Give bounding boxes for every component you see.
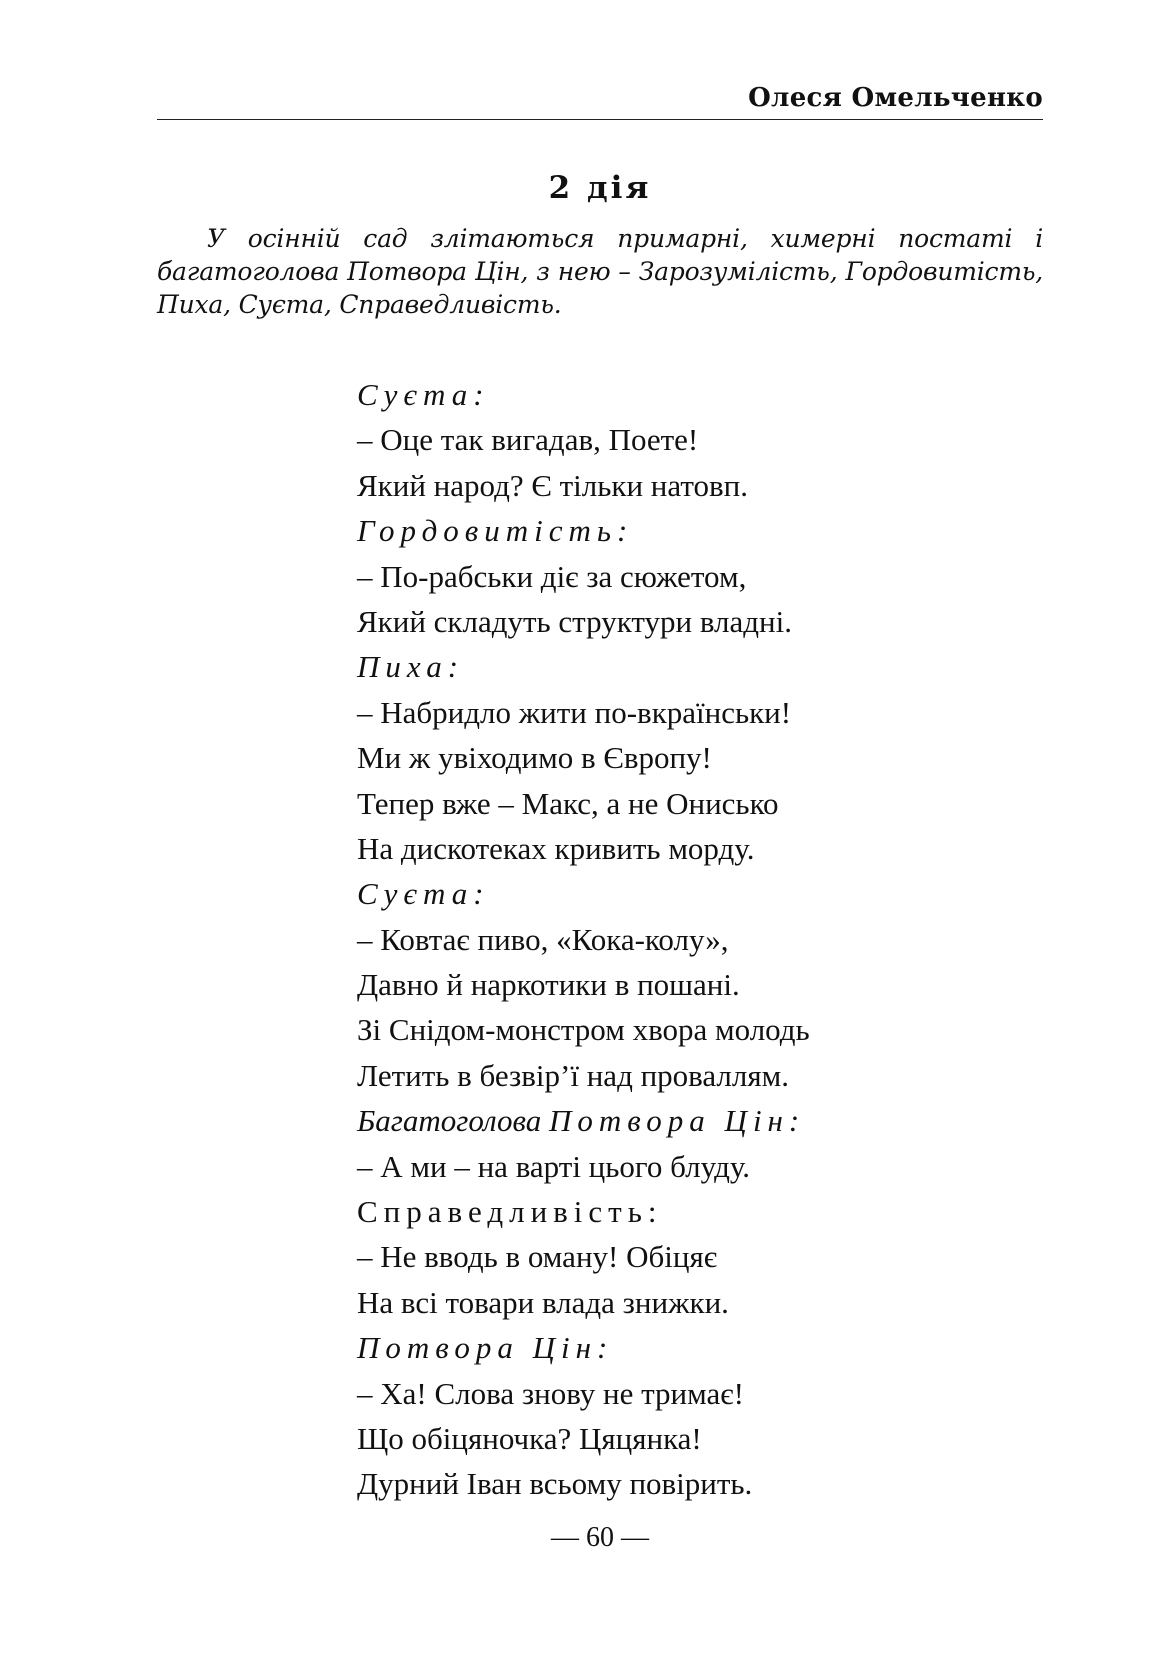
verse-line: Тепер вже – Макс, а не Онисько <box>357 785 779 821</box>
verse-line: Давно й наркотики в пошані. <box>357 967 740 1003</box>
verse-line: Дурний Іван всьому повірить. <box>357 1466 753 1502</box>
verse-line: – А ми – на варті цього блуду. <box>357 1148 751 1184</box>
verse-line: Який складуть структури владні. <box>357 603 793 639</box>
speaker-label: Суєта: <box>357 377 490 412</box>
speaker-label: Гордовитість: <box>357 513 634 549</box>
act-title: 2 дія <box>548 170 652 206</box>
verse-line: Зі Снідом-монстром хвора молодь <box>357 1012 810 1048</box>
speaker-label: Справедливість: <box>357 1194 663 1230</box>
verse-line: – Ковтає пиво, «Кока-колу», <box>357 921 729 957</box>
speaker-label <box>357 1098 1037 1143</box>
verse-line: – Набридло жити по-вкраїнськи! <box>357 694 792 730</box>
verse-line: Що обіцяночка? Цяцянка! <box>357 1420 702 1456</box>
verse-line: На всі товари влада знижки. <box>357 1284 729 1320</box>
verse-line: Ми ж увіходимо в Європу! <box>357 740 712 776</box>
verse-block <box>357 372 1037 1507</box>
verse-line: – Не вводь в оману! Обіцяє <box>357 1239 718 1275</box>
speaker-label: Пиха: <box>357 649 465 685</box>
speaker-label-part: Потвора Цін: <box>548 1103 806 1139</box>
speaker-label: Суєта: <box>357 876 490 912</box>
header-rule <box>157 119 1043 120</box>
verse-line: Летить в безвір’ї над проваллям. <box>357 1057 790 1093</box>
verse-line: – По-рабськи діє за сюжетом, <box>357 558 747 594</box>
verse-line: – Ха! Слова знову не тримає! <box>357 1375 744 1411</box>
speaker-label-part: Багатоголова <box>357 1103 542 1139</box>
page-number: — 60 — <box>551 1522 649 1553</box>
verse-line: – Оце так вигадав, Поете! <box>357 422 699 458</box>
verse-line: Який народ? Є тільки натовп. <box>357 467 748 503</box>
speaker-label: Потвора Цін: <box>357 1330 614 1366</box>
stage-direction: У осінній сад злітаються примарні, химерні постаті і багатоголова Потвора Цін, з нею – Зарозумілість, Гордовитість, Пиха, Суєта, Справедливість. <box>157 224 1043 319</box>
running-header-author: Олеся Омельченко <box>748 83 1043 113</box>
verse-line: На дискотеках кривить морду. <box>357 830 755 866</box>
